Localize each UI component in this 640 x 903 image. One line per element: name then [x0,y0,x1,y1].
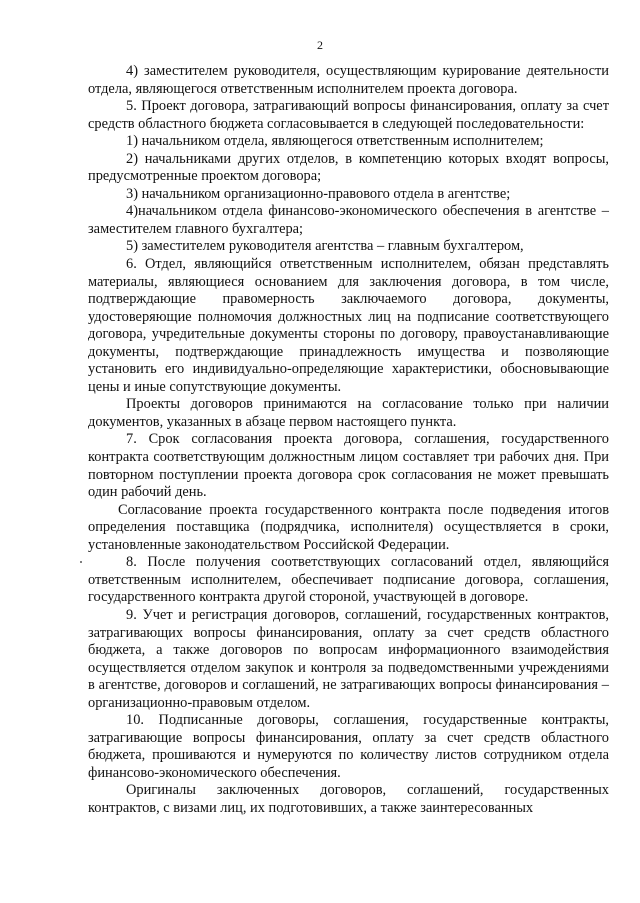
paragraph-clause-7-addendum: Согласование проекта государственного контракта после подведения итогов определения поставщика (подрядчика, исполнителя) осуществляется в сроки, установленные законодательством Российской Федерации. [88,501,609,553]
paragraph-item-1-department-head: 1) начальником отдела, являющегося ответственным исполнителем; [126,133,544,150]
paragraph-item-4-supervisor: 4) заместителем руководителя, осуществляющим курирование деятельности отдела, являющегося ответственным исполнителем проекта договора. [88,63,609,97]
paragraph-item-2-other-departments: 2) начальниками других отделов, в компетенцию которых входят вопросы, предусмотренные проектом договора; [88,150,609,185]
paragraph-clause-8: 8. После получения соответствующих согласований отдел, являющийся ответственным исполнителем, обеспечивает подписание договора, соглашения, государственного контракта другой стороной, участвующей в договоре. [88,554,609,606]
paragraph-clause-6: 6. Отдел, являющийся ответственным исполнителем, обязан представлять материалы, являющиеся основанием для заключения договора, в том числе, подтверждающие правомерность заключаемого договора, документы, удостоверяющие полномочия должностных лиц на подписание соответствующего договора, учредительные документы стороны по договору, правоустанавливающие документы, подтверждающие принадлежность имущества и позволяющие установить его индивидуально-определяющие характеристики, обосновывающие цены и иные сопутствующие документы. [88,256,609,395]
paragraph-item-3-legal-department: 3) начальником организационно-правового отдела в агентстве; [126,185,511,202]
scan-speck [80,561,82,563]
paragraph-clause-6-addendum: Проекты договоров принимаются на согласование только при наличии документов, указанных в абзаце первом настоящего пункта. [88,396,609,430]
paragraph-clause-9: 9. Учет и регистрация договоров, соглашений, государственных контрактов, затрагивающих вопросы финансирования, оплату за счет средств областного бюджета, а также договоров по вопросам информационного взаимодействия осуществляется отделом закупок и контроля за подведомственными учреждениями в агентстве, договоров и соглашений, не затрагивающих вопросы финансирования – организационно-правовым отделом. [88,606,609,711]
paragraph-clause-10: 10. Подписанные договоры, соглашения, государственные контракты, затрагивающие вопросы финансирования, оплату за счет средств областного бюджета, прошиваются и нумеруются по количеству листов сотрудником отдела финансово-экономического обеспечения. [88,712,609,781]
document-body [88,63,609,818]
paragraph-clause-7: 7. Срок согласования проекта договора, соглашения, государственного контракта соответствующим должностным лицом составляет три рабочих дня. При повторном поступлении проекта договора срок согласования не может превышать один рабочий день. [88,431,609,501]
paragraph-item-4-finance-department: 4)начальником отдела финансово-экономического обеспечения в агентстве – заместителем главного бухгалтера; [88,203,609,237]
paragraph-clause-5: 5. Проект договора, затрагивающий вопросы финансирования, оплату за счет средств областного бюджета согласовывается в следующей последовательности: [88,98,609,132]
paragraph-originals: Оригиналы заключенных договоров, соглашений, государственных контрактов, с визами лиц, их подготовивших, а также заинтересованных [88,782,609,816]
paragraph-item-5-chief-accountant: 5) заместителем руководителя агентства – главным бухгалтером, [126,238,524,255]
page-number: 2 [317,38,323,52]
